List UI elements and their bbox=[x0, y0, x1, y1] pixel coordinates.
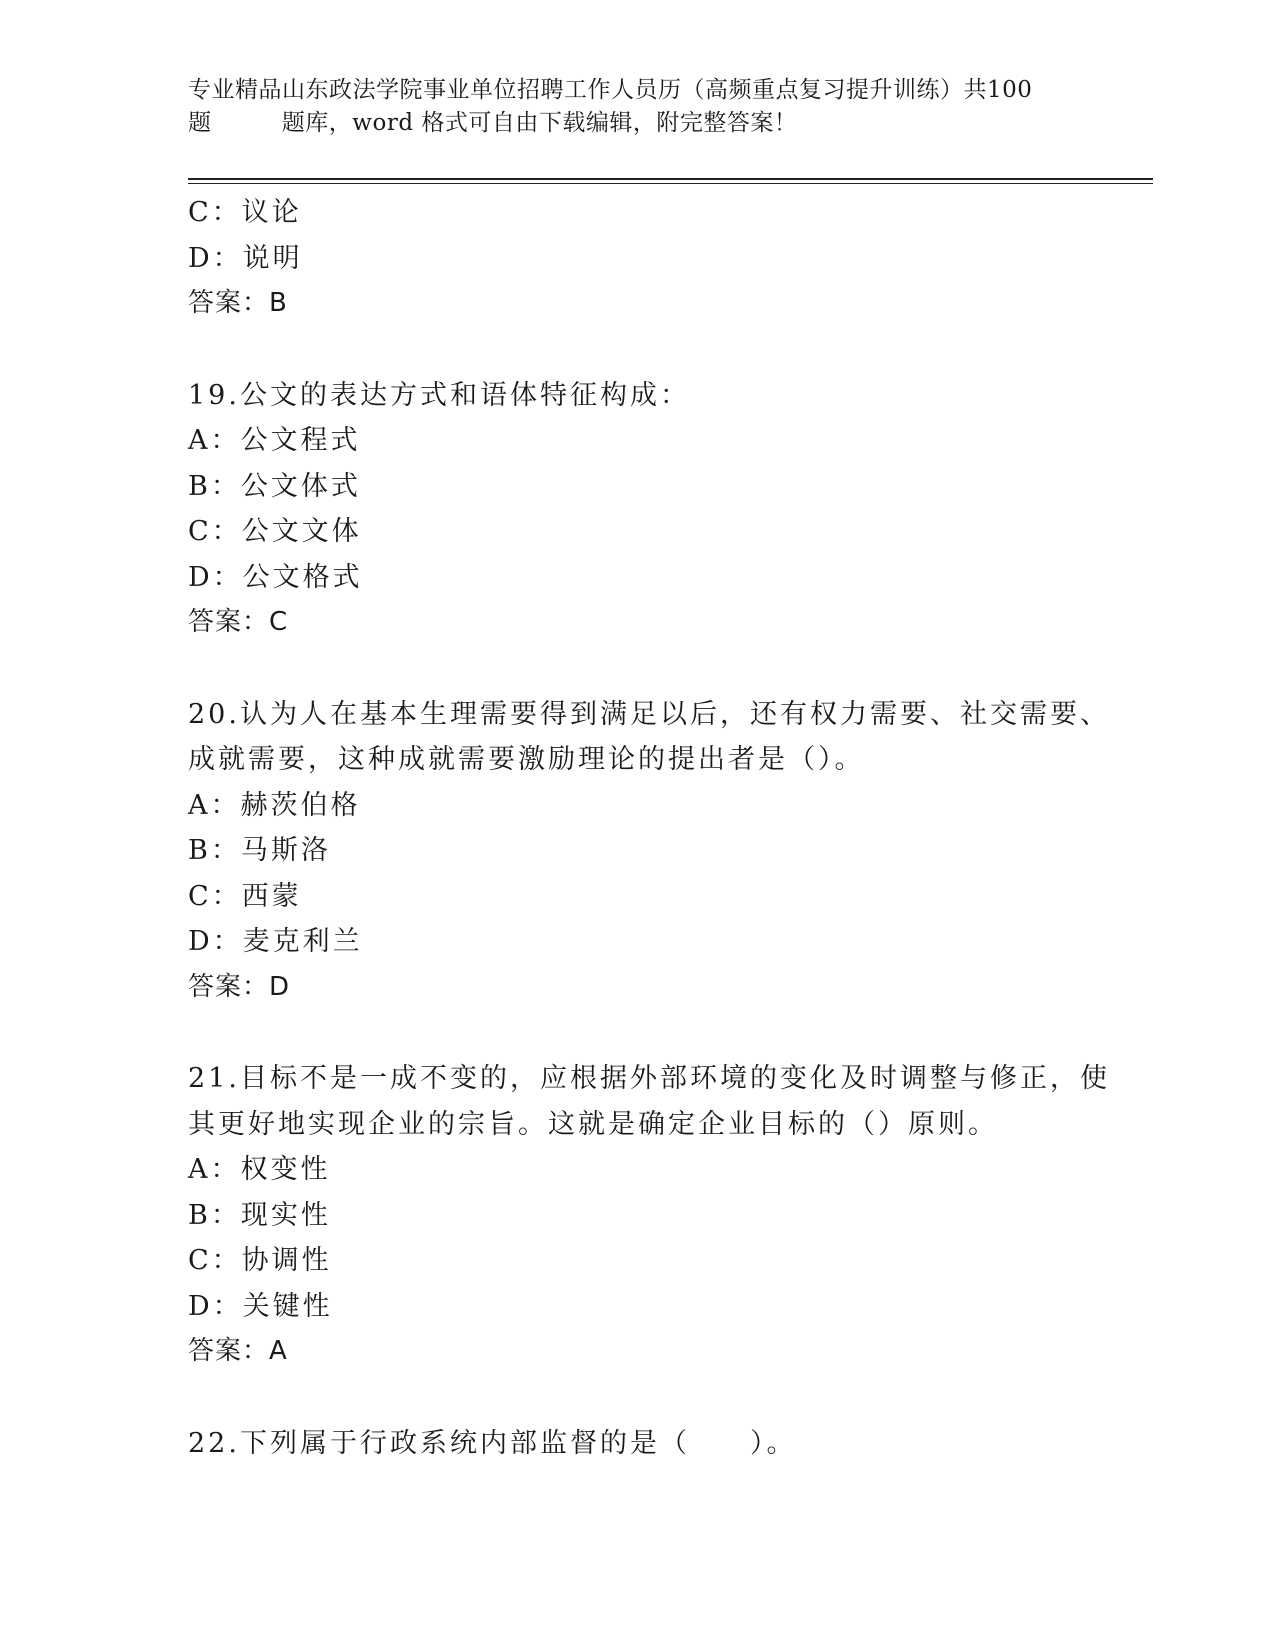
option-b: B：公文体式 bbox=[188, 470, 361, 502]
question-text-line-1: 21.目标不是一成不变的，应根据外部环境的变化及时调整与修正，使 bbox=[188, 1063, 1110, 1094]
answer-line: 答案：B bbox=[188, 288, 288, 318]
option-a: A：权变性 bbox=[188, 1154, 331, 1185]
header-line-1: 专业精品山东政法学院事业单位招聘工作人员历（高频重点复习提升训练）共100 bbox=[188, 77, 1033, 103]
question-text: 19.公文的表达方式和语体特征构成： bbox=[188, 379, 690, 411]
header-line-2: 题 题库，word 格式可自由下载编辑，附完整答案！ bbox=[188, 110, 798, 136]
answer-line: 答案：C bbox=[188, 607, 289, 637]
answer-line: 答案：D bbox=[188, 971, 291, 1002]
option-c: C：议论 bbox=[188, 197, 302, 228]
option-d: D：麦克利兰 bbox=[188, 926, 363, 957]
answer-line: 答案：A bbox=[188, 1336, 288, 1366]
spacer bbox=[188, 327, 1088, 373]
question-21 bbox=[188, 1056, 1110, 1375]
question-list bbox=[188, 190, 1110, 1466]
header-divider-thin bbox=[188, 183, 1153, 184]
option-d: D：关键性 bbox=[188, 1290, 333, 1322]
option-c: C：公文文体 bbox=[188, 516, 362, 547]
spacer bbox=[188, 1010, 1088, 1056]
header-divider-thick bbox=[188, 178, 1153, 180]
question-22 bbox=[188, 1421, 1088, 1467]
question-text: 22.下列属于行政系统内部监督的是（ ）。 bbox=[188, 1427, 797, 1459]
option-b: B：马斯洛 bbox=[188, 835, 331, 866]
spacer bbox=[188, 1375, 1088, 1421]
option-a: A：赫茨伯格 bbox=[188, 789, 361, 821]
question-text-line-1: 20.认为人在基本生理需要得到满足以后，还有权力需要、社交需要、 bbox=[188, 698, 1110, 730]
question-text-line-2: 成就需要，这种成就需要激励理论的提出者是（）。 bbox=[188, 744, 865, 775]
question-19 bbox=[188, 373, 1088, 646]
question-20 bbox=[188, 692, 1110, 1011]
option-d: D：说明 bbox=[188, 242, 303, 274]
page-header bbox=[188, 74, 1088, 140]
option-d: D：公文格式 bbox=[188, 561, 363, 593]
option-c: C：协调性 bbox=[188, 1245, 332, 1276]
option-c: C：西蒙 bbox=[188, 880, 302, 912]
question-text-line-2: 其更好地实现企业的宗旨。这就是确定企业目标的（）原则。 bbox=[188, 1108, 998, 1140]
question-18-continued bbox=[188, 190, 1088, 327]
spacer bbox=[188, 646, 1088, 692]
option-b: B：现实性 bbox=[188, 1199, 331, 1231]
option-a: A：公文程式 bbox=[188, 425, 361, 456]
